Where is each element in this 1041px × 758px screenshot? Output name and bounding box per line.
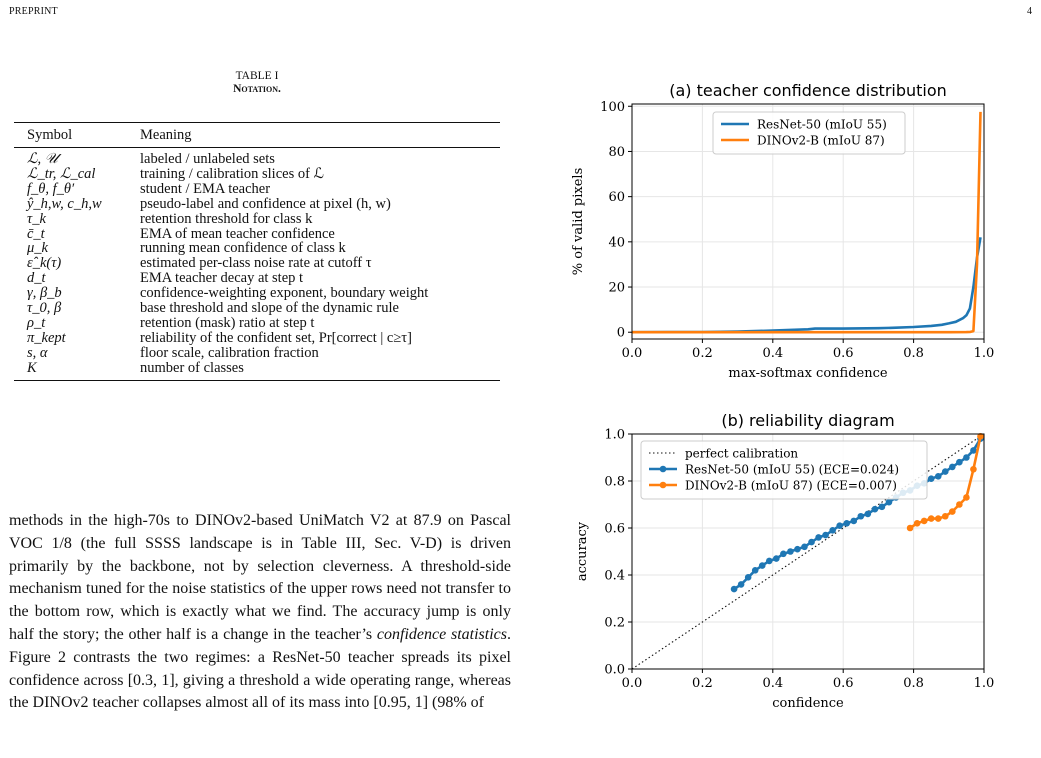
data-point	[949, 464, 956, 471]
x-tick-label: 0.2	[692, 346, 713, 361]
meaning-cell: base threshold and slope of the dynamic rule	[140, 300, 399, 317]
meaning-cell: confidence-weighting exponent, boundary weight	[140, 285, 429, 302]
y-tick-label: 1.0	[604, 427, 625, 443]
x-tick-label: 0.4	[762, 676, 784, 691]
table-row	[14, 271, 500, 286]
meaning-cell: labeled / unlabeled sets	[140, 151, 275, 167]
figure-svg	[555, 72, 1041, 758]
chart-title: (a) teacher confidence distribution	[669, 81, 947, 100]
y-axis-label: accuracy	[575, 521, 590, 582]
data-point	[822, 532, 829, 539]
chart-panel-a	[571, 81, 994, 381]
x-tick-label: 0.0	[621, 346, 643, 361]
series-line	[632, 237, 981, 332]
symbol-cell: c̄_t	[27, 225, 45, 242]
symbol-cell: ℒ, 𝒰	[27, 151, 58, 167]
data-point	[963, 494, 970, 501]
data-point	[921, 518, 928, 525]
data-point	[801, 544, 808, 551]
symbol-cell: ℒ_tr, ℒ_cal	[27, 165, 96, 182]
symbol-cell: π_kept	[27, 329, 66, 346]
data-point	[780, 551, 787, 558]
table-row	[14, 167, 500, 182]
x-tick-label: 0.6	[832, 676, 854, 691]
table-row	[14, 331, 500, 346]
body-text-run: methods in the high-70s to DINOv2-based UniMatch V2 at 87.9 on Pascal VOC 1/8 (the full SSSS landscape is in Table III, Sec. V-D) is driven primarily by the backbone, not by selection cleverness. A threshold-side mechanism tuned for the noise statistics of the upper rows need not transfer to the bottom row, which is exactly what we find. The accuracy jump is only half the story; the other half is a change in the teacher’s	[9, 512, 511, 643]
data-point	[914, 520, 921, 527]
symbol-cell: K	[27, 359, 37, 376]
x-tick-label: 0.8	[903, 346, 924, 361]
x-tick-label: 0.4	[762, 346, 784, 361]
table-row	[14, 256, 500, 271]
x-axis-label: confidence	[772, 696, 844, 711]
y-tick-label: 100	[600, 99, 625, 115]
data-point	[850, 518, 857, 525]
data-point	[787, 548, 794, 555]
x-tick-label: 1.0	[973, 676, 995, 691]
meaning-cell: retention (mask) ratio at step t	[140, 314, 315, 331]
data-point	[843, 520, 850, 527]
table-row	[14, 316, 500, 331]
data-point	[928, 515, 935, 522]
data-point	[942, 513, 949, 520]
symbol-cell: μ_k	[27, 240, 48, 257]
data-point	[815, 534, 822, 541]
data-point	[773, 555, 780, 562]
data-point	[928, 475, 935, 482]
y-tick-label: 20	[608, 280, 625, 296]
data-point	[935, 473, 942, 480]
data-point	[942, 468, 949, 475]
data-point	[752, 567, 759, 574]
legend-label: ResNet-50 (mIoU 55)	[757, 117, 887, 132]
chart-title: (b) reliability diagram	[721, 411, 895, 430]
data-point	[808, 539, 815, 546]
y-tick-label: 0.2	[604, 615, 625, 631]
page-number: 4	[1027, 6, 1032, 17]
symbol-cell: τ_0, β	[27, 300, 62, 317]
meaning-cell: estimated per-class noise rate at cutoff τ	[140, 255, 372, 272]
y-tick-label: 0.8	[604, 474, 625, 490]
legend-marker	[660, 466, 667, 473]
data-point	[872, 506, 879, 513]
table-row	[14, 361, 500, 380]
x-tick-label: 0.8	[903, 676, 924, 691]
data-point	[858, 513, 865, 520]
meaning-cell: floor scale, calibration fraction	[140, 344, 319, 361]
x-tick-label: 1.0	[973, 346, 995, 361]
legend-label: ResNet-50 (mIoU 55) (ECE=0.024)	[685, 462, 900, 477]
data-point	[907, 525, 914, 532]
data-point	[865, 511, 872, 518]
data-point	[766, 558, 773, 565]
data-point	[956, 501, 963, 508]
table-row	[14, 286, 500, 301]
meaning-cell: EMA teacher decay at step t	[140, 270, 304, 287]
chart-panel-b	[575, 411, 994, 711]
data-point	[794, 546, 801, 553]
x-axis-label: max-softmax confidence	[728, 366, 888, 381]
symbol-cell: τ_k	[27, 210, 46, 227]
meaning-cell: EMA of mean teacher confidence	[140, 225, 335, 242]
table-row	[14, 212, 500, 227]
symbol-cell: ρ_t	[27, 314, 46, 331]
y-tick-label: 0	[616, 325, 625, 341]
symbol-cell: ŷ_h,w, c_h,w	[27, 195, 102, 212]
meaning-cell: reliability of the confident set, Pr[correct | c≥τ]	[140, 329, 412, 346]
x-tick-label: 0.6	[832, 346, 854, 361]
data-point	[970, 466, 977, 473]
table-row	[14, 227, 500, 242]
table-label: TABLE I	[235, 70, 279, 82]
body-paragraph	[9, 510, 511, 715]
legend-label: perfect calibration	[685, 446, 799, 461]
running-head: PREPRINT	[9, 6, 58, 17]
column-header-meaning: Meaning	[140, 127, 192, 143]
table-row	[14, 346, 500, 361]
meaning-cell: retention threshold for class k	[140, 210, 313, 227]
table-title: Notation.	[233, 83, 281, 95]
legend-label: DINOv2-B (mIoU 87)	[757, 133, 885, 148]
data-point	[963, 454, 970, 461]
figure-2	[555, 72, 1041, 758]
data-point	[731, 586, 738, 593]
column-header-symbol: Symbol	[27, 127, 73, 143]
table-header-row	[14, 123, 500, 148]
body-emphasis: confidence statistics	[376, 625, 507, 643]
legend-label: DINOv2-B (mIoU 87) (ECE=0.007)	[685, 478, 897, 493]
table-row	[14, 182, 500, 197]
data-point	[956, 459, 963, 466]
data-point	[949, 508, 956, 515]
x-tick-label: 0.2	[692, 676, 713, 691]
data-point	[836, 522, 843, 529]
data-point	[935, 515, 942, 522]
data-point	[879, 504, 886, 511]
notation-table	[14, 122, 500, 381]
data-point	[738, 581, 745, 588]
symbol-cell: γ, β_b	[27, 285, 62, 302]
y-tick-label: 40	[608, 235, 625, 251]
meaning-cell: training / calibration slices of ℒ	[140, 165, 324, 182]
body-text-run-tail: . Figure 2 contrasts the two regimes: a ResNet-50 teacher spreads its pixel confidence across [0.3, 1], giving a threshold a wide operating range, whereas the DINOv2 teacher collapses almost all of its mass into [0.95, 1] (98% of	[9, 625, 511, 712]
meaning-cell: number of classes	[140, 359, 244, 376]
y-tick-label: 60	[608, 190, 625, 206]
data-point	[745, 574, 752, 581]
data-point	[829, 527, 836, 534]
symbol-cell: d_t	[27, 270, 46, 287]
data-point	[759, 562, 766, 569]
table-row	[14, 301, 500, 316]
table-row	[14, 148, 500, 167]
y-axis-label: % of valid pixels	[571, 167, 586, 276]
legend-marker	[660, 482, 667, 489]
meaning-cell: pseudo-label and confidence at pixel (h, w)	[140, 195, 391, 212]
table-row	[14, 241, 500, 256]
symbol-cell: f_θ, f_θ′	[27, 180, 75, 197]
table-row	[14, 197, 500, 212]
table-caption	[14, 70, 500, 96]
symbol-cell: s, α	[27, 344, 48, 361]
x-tick-label: 0.0	[621, 676, 643, 691]
meaning-cell: running mean confidence of class k	[140, 240, 346, 257]
meaning-cell: student / EMA teacher	[140, 180, 271, 197]
y-tick-label: 0.0	[604, 662, 625, 678]
data-point	[886, 499, 893, 506]
symbol-cell: ε̂_k(τ)	[27, 255, 62, 272]
y-tick-label: 0.4	[604, 568, 625, 584]
y-tick-label: 80	[608, 144, 625, 160]
y-tick-label: 0.6	[604, 521, 625, 537]
